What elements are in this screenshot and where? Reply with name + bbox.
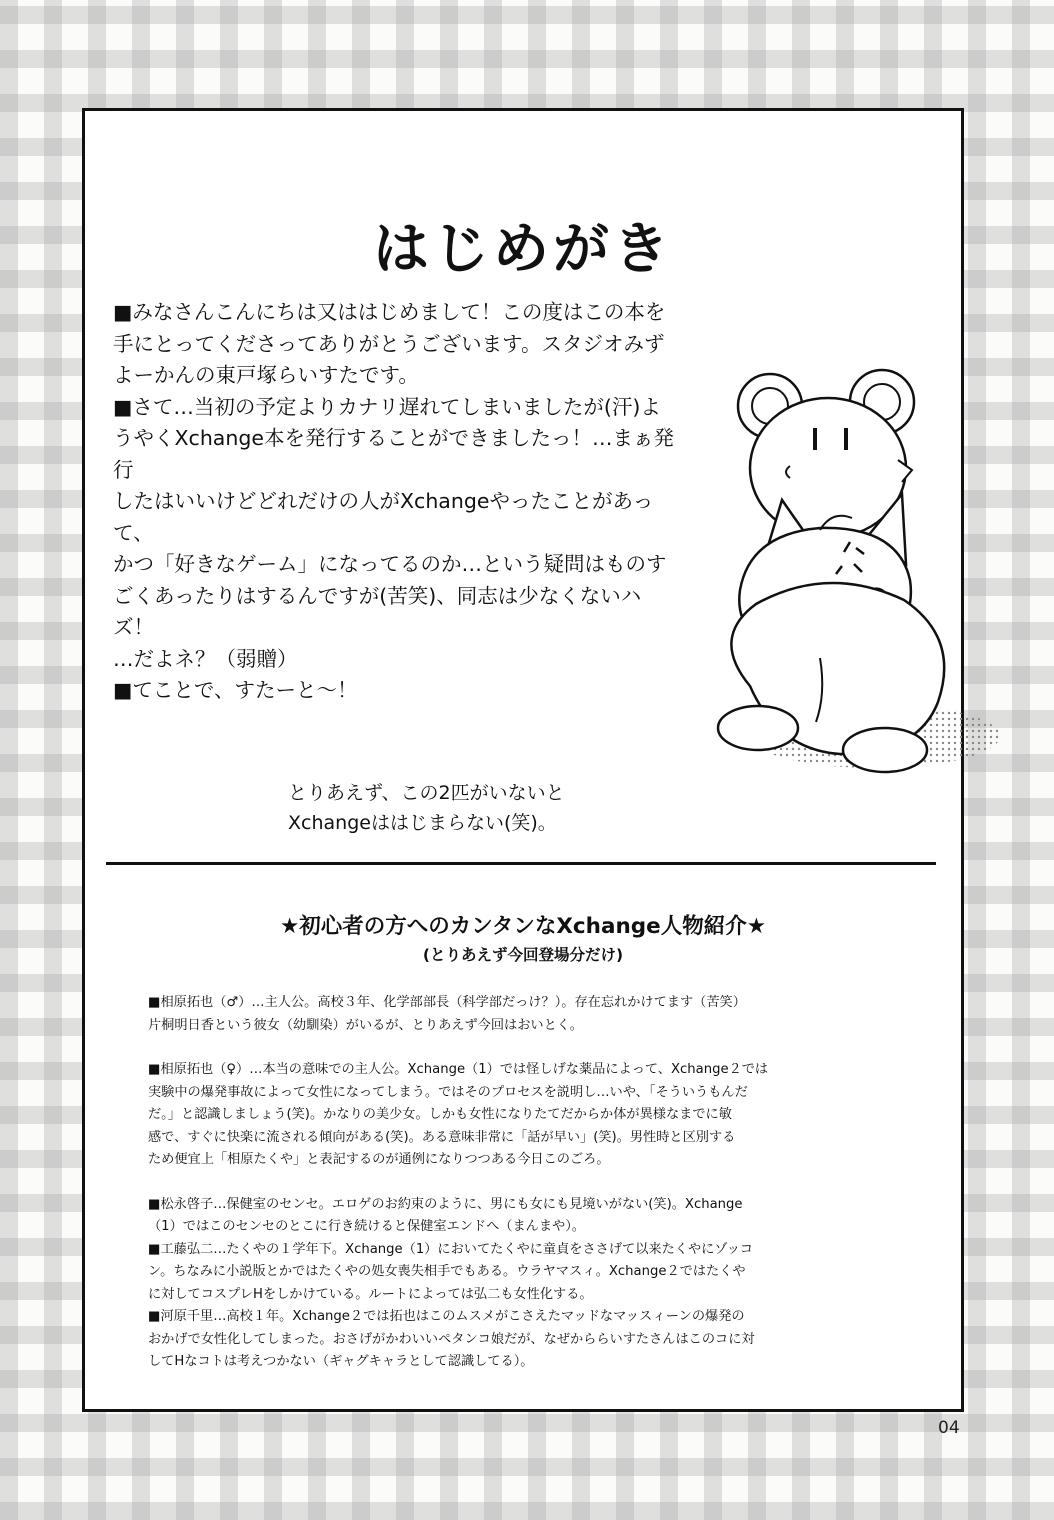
page-number: 04 xyxy=(938,1418,960,1438)
characters-title: ★初心者の方へのカンタンなXchange人物紹介★ xyxy=(279,914,767,939)
character-line: ■工藤弘二…たくやの１学年下。Xchange（1）においてたくやに童貞をささげて以来たくやにゾッコ xyxy=(148,1241,754,1257)
page-heading: はじめがき xyxy=(373,217,673,282)
character-line: ン。ちなみに小説版とかではたくやの処女喪失相手でもある。ウラヤマスィ。Xchange２ではたくや xyxy=(148,1264,746,1279)
intro-line: したはいいけどどれだけの人がXchangeやったことがあって、 xyxy=(113,489,654,545)
character-line: （1）ではこのセンセのとこに行き続けると保健室エンドへ（まんまや）。 xyxy=(148,1219,585,1234)
illustration-caption xyxy=(288,778,648,838)
character-line: ■相原拓也（♂）…主人公。高校３年、化学部部長（科学部だっけ？）。存在忘れかけてます（苦笑） xyxy=(148,995,746,1010)
character-line: 片桐明日香という彼女（幼馴染）がいるが、とりあえず今回はおいとく。 xyxy=(148,1017,583,1033)
character-line: ■河原千里…高校１年。Xchange２では拓也はこのムスメがこさえたマッドなマッスィーンの爆発の xyxy=(148,1309,745,1324)
left-foot xyxy=(718,706,798,750)
character-line: ■相原拓也（♀）…本当の意味での主人公。Xchange（1）では怪しげな薬品によって、Xchange２では xyxy=(148,1062,769,1077)
characters-subtitle: (とりあえず今回登場分だけ) xyxy=(422,946,624,964)
character-line: 実験中の爆発事故によって女性になってしまう。ではそのプロセスを説明し…いや、「そういうもんだ xyxy=(148,1084,748,1100)
intro-line: うやくXchange本を発行することができましたっ！…まぁ発行 xyxy=(113,426,674,482)
character-line: に対してコスプレHをしかけている。ルートによっては弘二も女性化する。 xyxy=(148,1286,593,1302)
intro-line: よーかんの東戸塚らいすたです。 xyxy=(113,363,419,387)
intro-line: ごくあったりはするんですが(苦笑)、同志は少なくないハズ！ xyxy=(113,583,642,639)
character-line: だ。」と認識しましょう(笑)。かなりの美少女。しかも女性になりたてだからか体が異様なまでに敏 xyxy=(148,1107,732,1122)
intro-text xyxy=(113,297,678,707)
intro-line: ■みなさんこんにちは又ははじめまして！この度はこの本を xyxy=(113,300,666,324)
section-divider xyxy=(106,862,936,865)
character-line: ■松永啓子…保健室のセンセ。エロゲのお約束のように、男にも女にも見境いがない(笑)。Xchange xyxy=(148,1196,743,1212)
intro-line: ■さて…当初の予定よりカナリ遅れてしまいましたが(汗)よ xyxy=(113,394,661,419)
right-foot xyxy=(843,728,927,772)
intro-line: かつ「好きなゲーム」になってるのか…という疑問はものす xyxy=(113,552,667,576)
character-line: 感で、すぐに快楽に流される傾向がある(笑)。ある意味非常に「話が早い」(笑)。男性時と区別する xyxy=(148,1129,736,1145)
character-line: ため便宜上「相原たくや」と表記するのが通例になりつつある今日このごろ。 xyxy=(148,1152,610,1167)
caption-line: Xchangeははじまらない(笑)。 xyxy=(288,812,557,834)
intro-line: ■てことで、すたーと～！ xyxy=(113,678,358,702)
caption-line: とりあえず、この2匹がいないと xyxy=(288,782,565,804)
mascot-illustration xyxy=(670,368,1010,798)
character-line: してHなコトは考えつかない（ギャグキャラとして認識してる）。 xyxy=(148,1354,534,1369)
intro-line: …だよネ？（弱贈） xyxy=(113,646,298,671)
characters-list xyxy=(148,992,888,1374)
intro-line: 手にとってくださってありがとうございます。スタジオみず xyxy=(113,331,665,356)
character-line: おかげで女性化してしまった。おさげがかわいいペタンコ娘だが、なぜかららいすたさんはこのコに対 xyxy=(148,1331,755,1347)
